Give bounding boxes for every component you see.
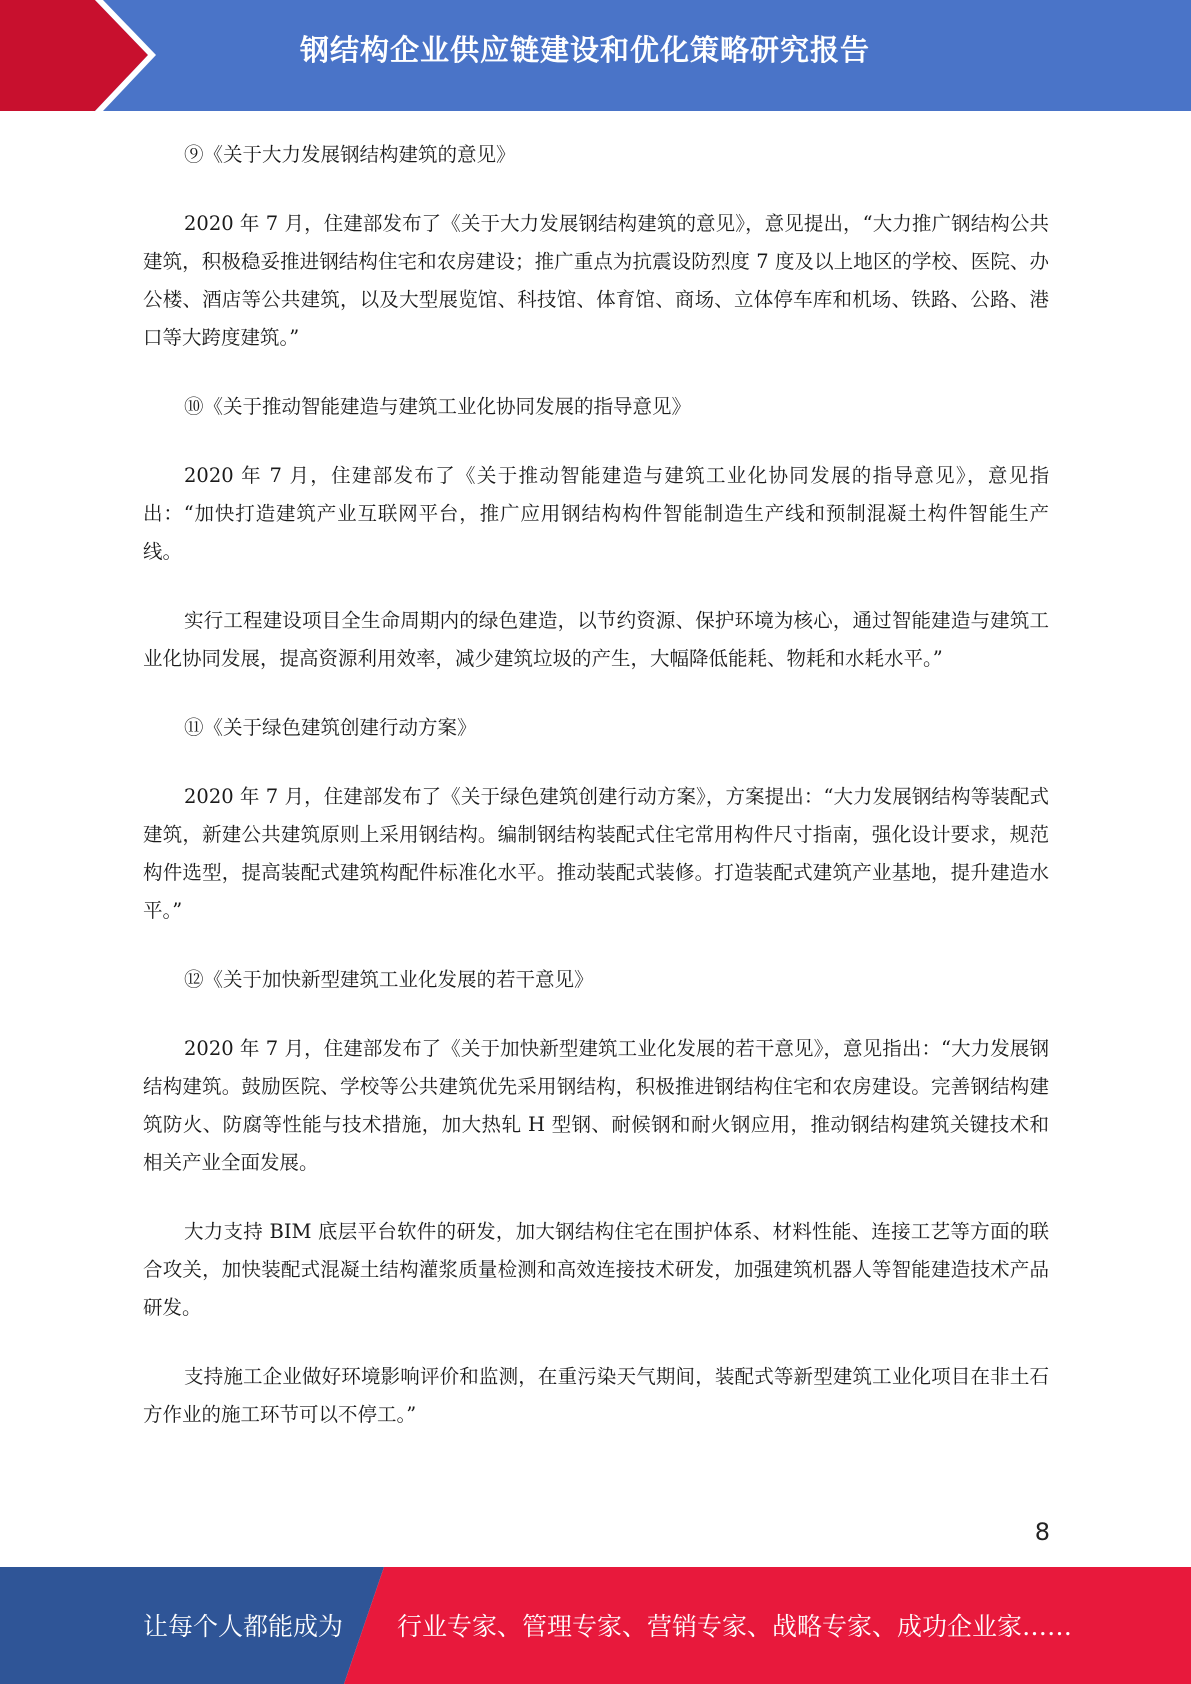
footer-slogan-right: 行业专家、管理专家、营销专家、战略专家、成功企业家…… xyxy=(397,1612,1073,1641)
page-footer xyxy=(0,1567,1191,1684)
paragraph: 大力支持 BIM 底层平台软件的研发，加大钢结构住宅在围护体系、材料性能、连接工艺等方面的联合攻关，加快装配式混凝土结构灌浆质量检测和高效连接技术研发，加强建筑机器人等智能建造技术产品研发。 xyxy=(143,1220,1049,1319)
footer-slogan-left: 让每个人都能成为 xyxy=(143,1612,344,1641)
paragraph: 2020 年 7 月，住建部发布了《关于加快新型建筑工业化发展的若干意见》，意见指出：“大力发展钢结构建筑。鼓励医院、学校等公共建筑优先采用钢结构，积极推进钢结构住宅和农房建设。完善钢结构建筑防火、防腐等性能与技术措施，加大热轧 H 型钢、耐候钢和耐火钢应用，推动钢结构建筑关键技术和相关产业全面发展。 xyxy=(143,1037,1049,1174)
paragraph: 支持施工企业做好环境影响评价和监测，在重污染天气期间，装配式等新型建筑工业化项目在非土石方作业的施工环节可以不停工。” xyxy=(143,1365,1049,1426)
paragraph: 2020 年 7 月，住建部发布了《关于大力发展钢结构建筑的意见》，意见提出，“大力推广钢结构公共建筑，积极稳妥推进钢结构住宅和农房建设；推广重点为抗震设防烈度 7 度及以上地区的学校、医院、办公楼、酒店等公共建筑，以及大型展览馆、科技馆、体育馆、商场、立体停车库和机场、铁路、公路、港口等大跨度建筑。” xyxy=(143,212,1049,349)
report-title: 钢结构企业供应链建设和优化策略研究报告 xyxy=(300,33,871,67)
document-body xyxy=(143,136,1049,1465)
paragraph: 2020 年 7 月，住建部发布了《关于绿色建筑创建行动方案》，方案提出：“大力发展钢结构等装配式建筑，新建公共建筑原则上采用钢结构。编制钢结构装配式住宅常用构件尺寸指南，强化设计要求，规范构件选型，提高装配式建筑构配件标准化水平。推动装配式装修。打造装配式建筑产业基地，提升建造水平。” xyxy=(143,785,1049,922)
section-heading: ⑩《关于推动智能建造与建筑工业化协同发展的指导意见》 xyxy=(184,395,692,418)
section-heading: ⑪《关于绿色建筑创建行动方案》 xyxy=(184,716,477,739)
paragraph: 2020 年 7 月，住建部发布了《关于推动智能建造与建筑工业化协同发展的指导意见》，意见指出：“加快打造建筑产业互联网平台，推广应用钢结构构件智能制造生产线和预制混凝土构件智能生产线。 xyxy=(143,464,1049,563)
section-heading: ⑫《关于加快新型建筑工业化发展的若干意见》 xyxy=(184,968,594,991)
section-heading: ⑨《关于大力发展钢结构建筑的意见》 xyxy=(184,143,516,166)
paragraph: 实行工程建设项目全生命周期内的绿色建造，以节约资源、保护环境为核心，通过智能建造与建筑工业化协同发展，提高资源利用效率，减少建筑垃圾的产生，大幅降低能耗、物耗和水耗水平。” xyxy=(143,609,1049,670)
page-header xyxy=(0,0,1191,111)
page-number: 8 xyxy=(1034,1518,1050,1546)
